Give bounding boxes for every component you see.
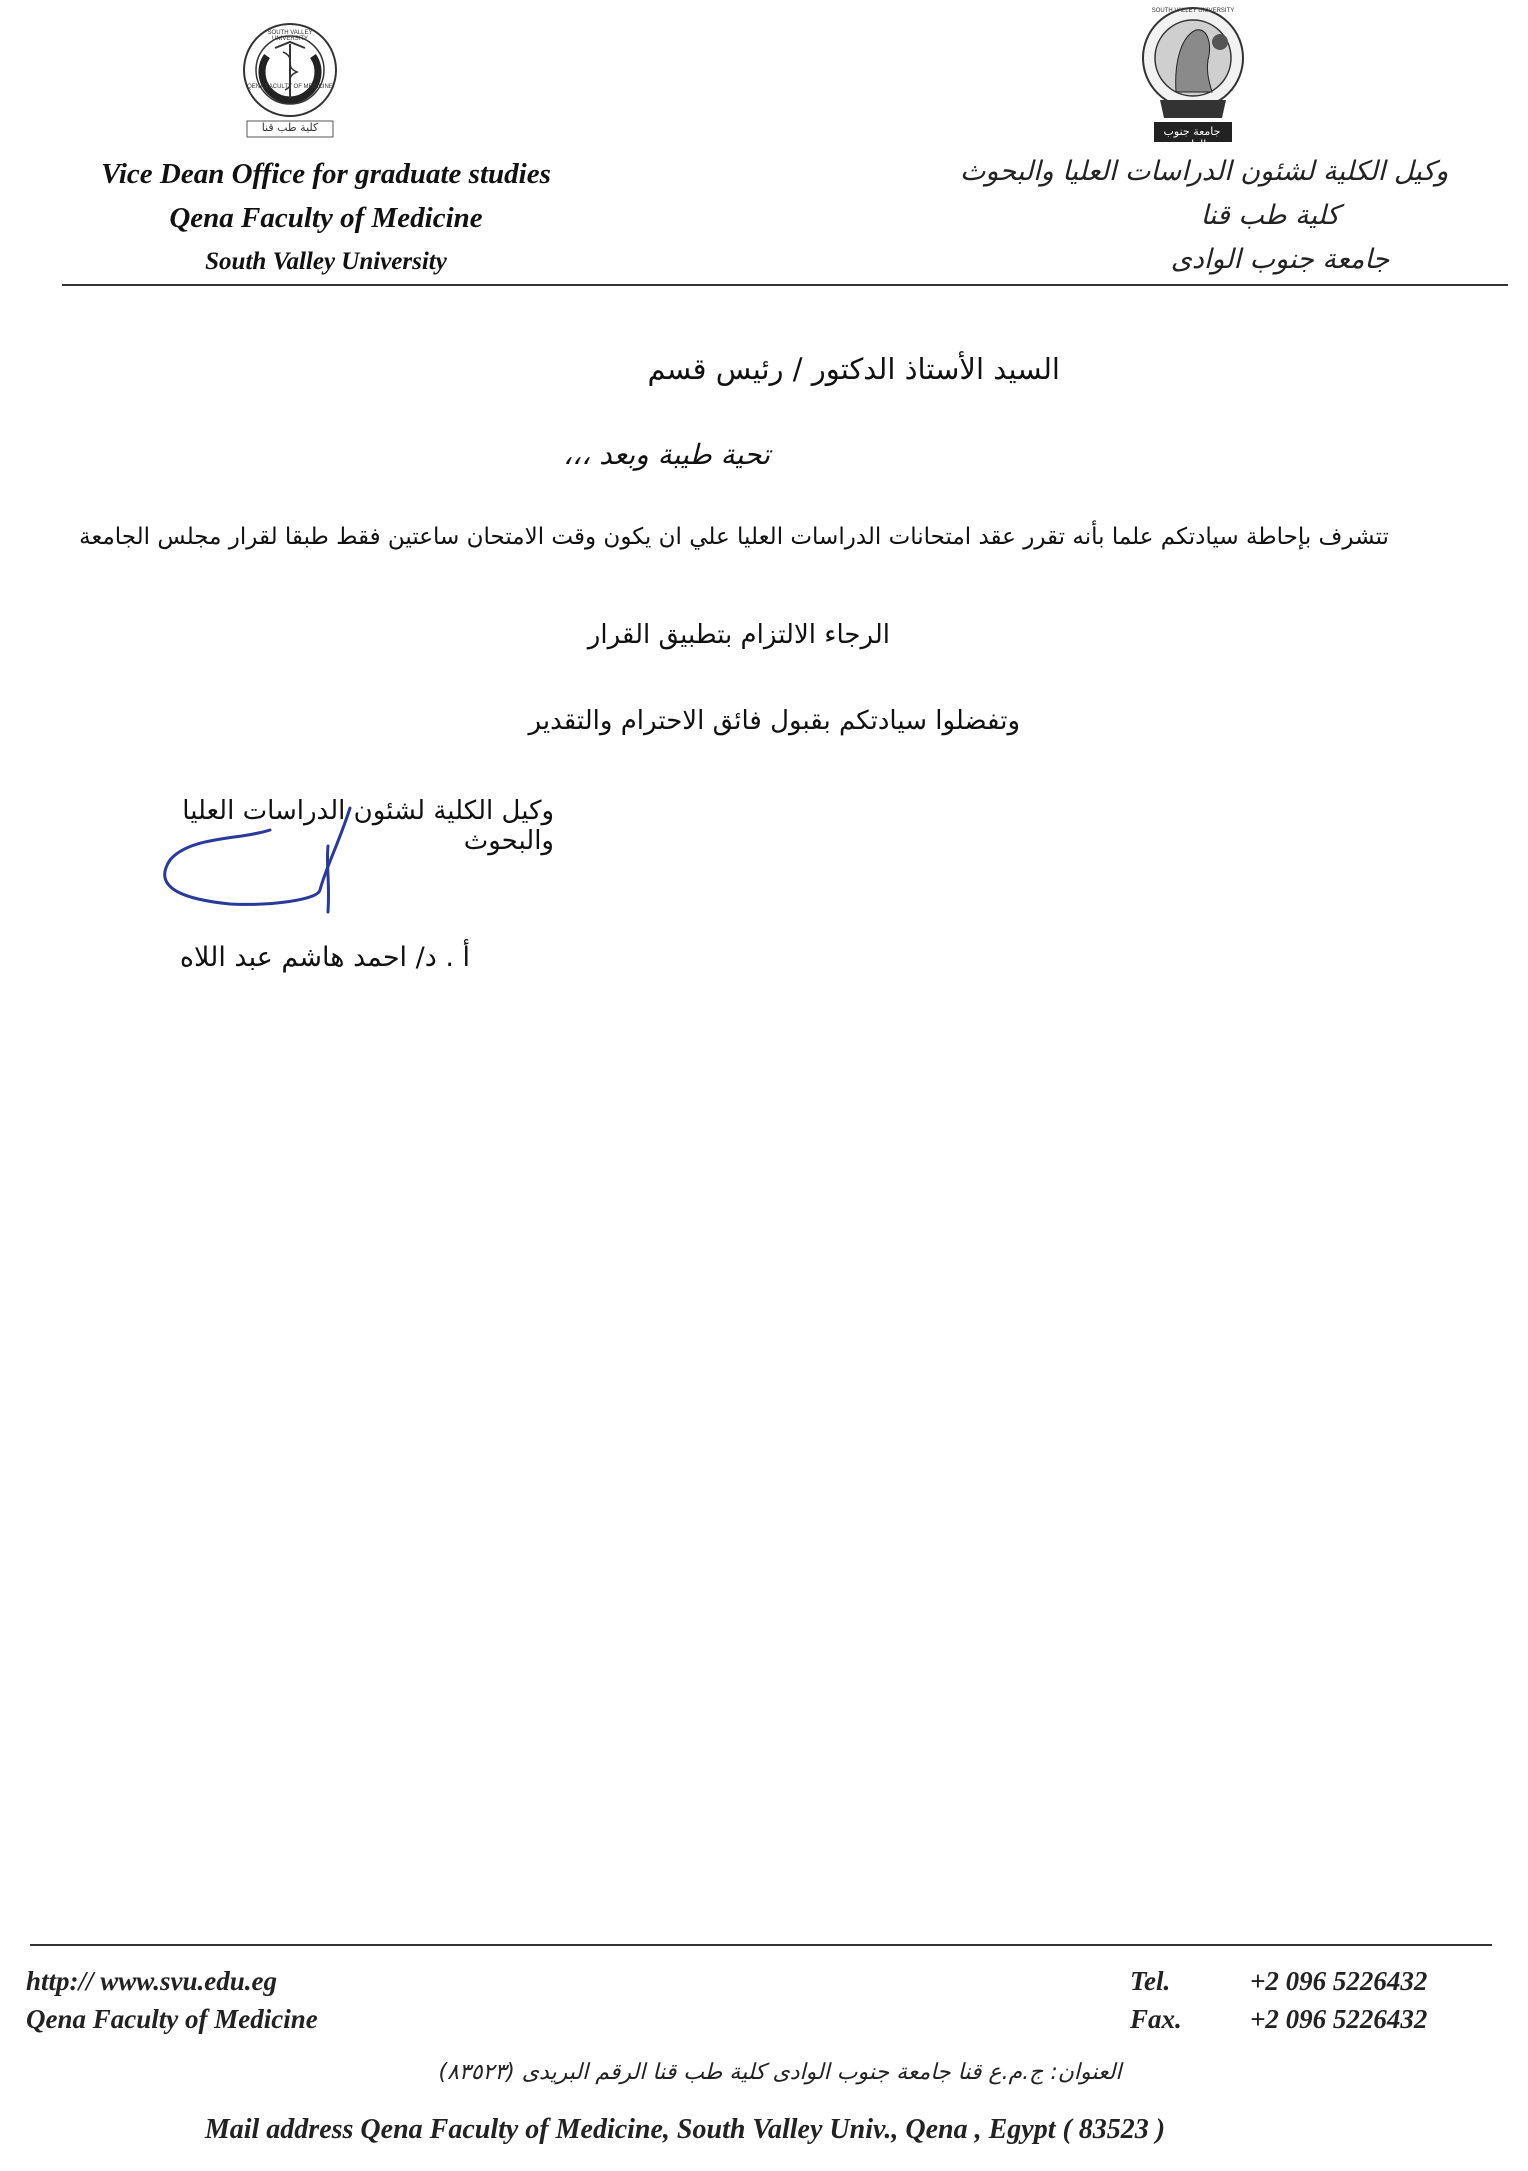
footer-tel-value: +2 096 5226432 [1250, 1966, 1428, 1996]
letter-request: الرجاء الالتزام بتطبيق القرار [587, 620, 890, 650]
footer-tel-label: Tel. [1130, 1966, 1171, 1996]
letter-greeting: تحية طيبة وبعد ،،، [563, 438, 770, 471]
header-divider [62, 284, 1508, 286]
header-ar-office: وكيل الكلية لشئون الدراسات العليا والبحوث [960, 156, 1449, 187]
signature-title: وكيل الكلية لشئون الدراسات العليا والبحوث [182, 796, 554, 856]
footer-website: http:// www.svu.edu.eg [26, 1966, 278, 1996]
header-en-university: South Valley University [205, 248, 447, 275]
header-en-office: Vice Dean Office for graduate studies [101, 158, 551, 190]
header-ar-university: جامعة جنوب الوادى [1170, 244, 1390, 275]
footer-arabic-address: العنوان: ج.م.ع قنا جامعة جنوب الوادى كلية طب قنا الرقم البريدى (٨٣٥٢٣) [438, 2060, 1122, 2085]
footer-mail-address: Mail address Qena Faculty of Medicine, South Valley Univ., Qena , Egypt ( 83523 ) [204, 2114, 1166, 2145]
signature-name: أ . د/ احمد هاشم عبد اللاه [179, 942, 470, 973]
university-logo-ring: SOUTH VALLEY UNIVERSITY [1151, 8, 1235, 14]
footer-divider [30, 1944, 1492, 1946]
faculty-logo-ring-mid: QENA FACULTY OF MEDICINE [247, 84, 333, 90]
footer-fax-label: Fax. [1130, 2004, 1182, 2034]
footer-fax-value: +2 096 5226432 [1250, 2004, 1428, 2034]
university-logo-caption: جامعة جنوب الوادى [1163, 125, 1221, 151]
letter-closing: وتفضلوا سيادتكم بقبول فائق الاحترام والتقدير [528, 706, 1020, 736]
faculty-logo-ring-top: SOUTH VALLEY UNIVERSITY [267, 30, 313, 42]
letter-addressee: السيد الأستاذ الدكتور / رئيس قسم [647, 352, 1060, 386]
footer-faculty: Qena Faculty of Medicine [26, 2004, 318, 2034]
handwritten-signature [150, 800, 390, 920]
faculty-logo-caption: كلية طب قنا [261, 121, 319, 134]
header-en-faculty: Qena Faculty of Medicine [169, 202, 483, 234]
header-ar-faculty: كلية طب قنا [1200, 200, 1340, 231]
letter-paragraph: تتشرف بإحاطة سيادتكم علما بأنه تقرر عقد امتحانات الدراسات العليا علي ان يكون وقت الامتحان ساعتين فقط طبقا لقرار مجلس الجامعة [79, 524, 1389, 550]
